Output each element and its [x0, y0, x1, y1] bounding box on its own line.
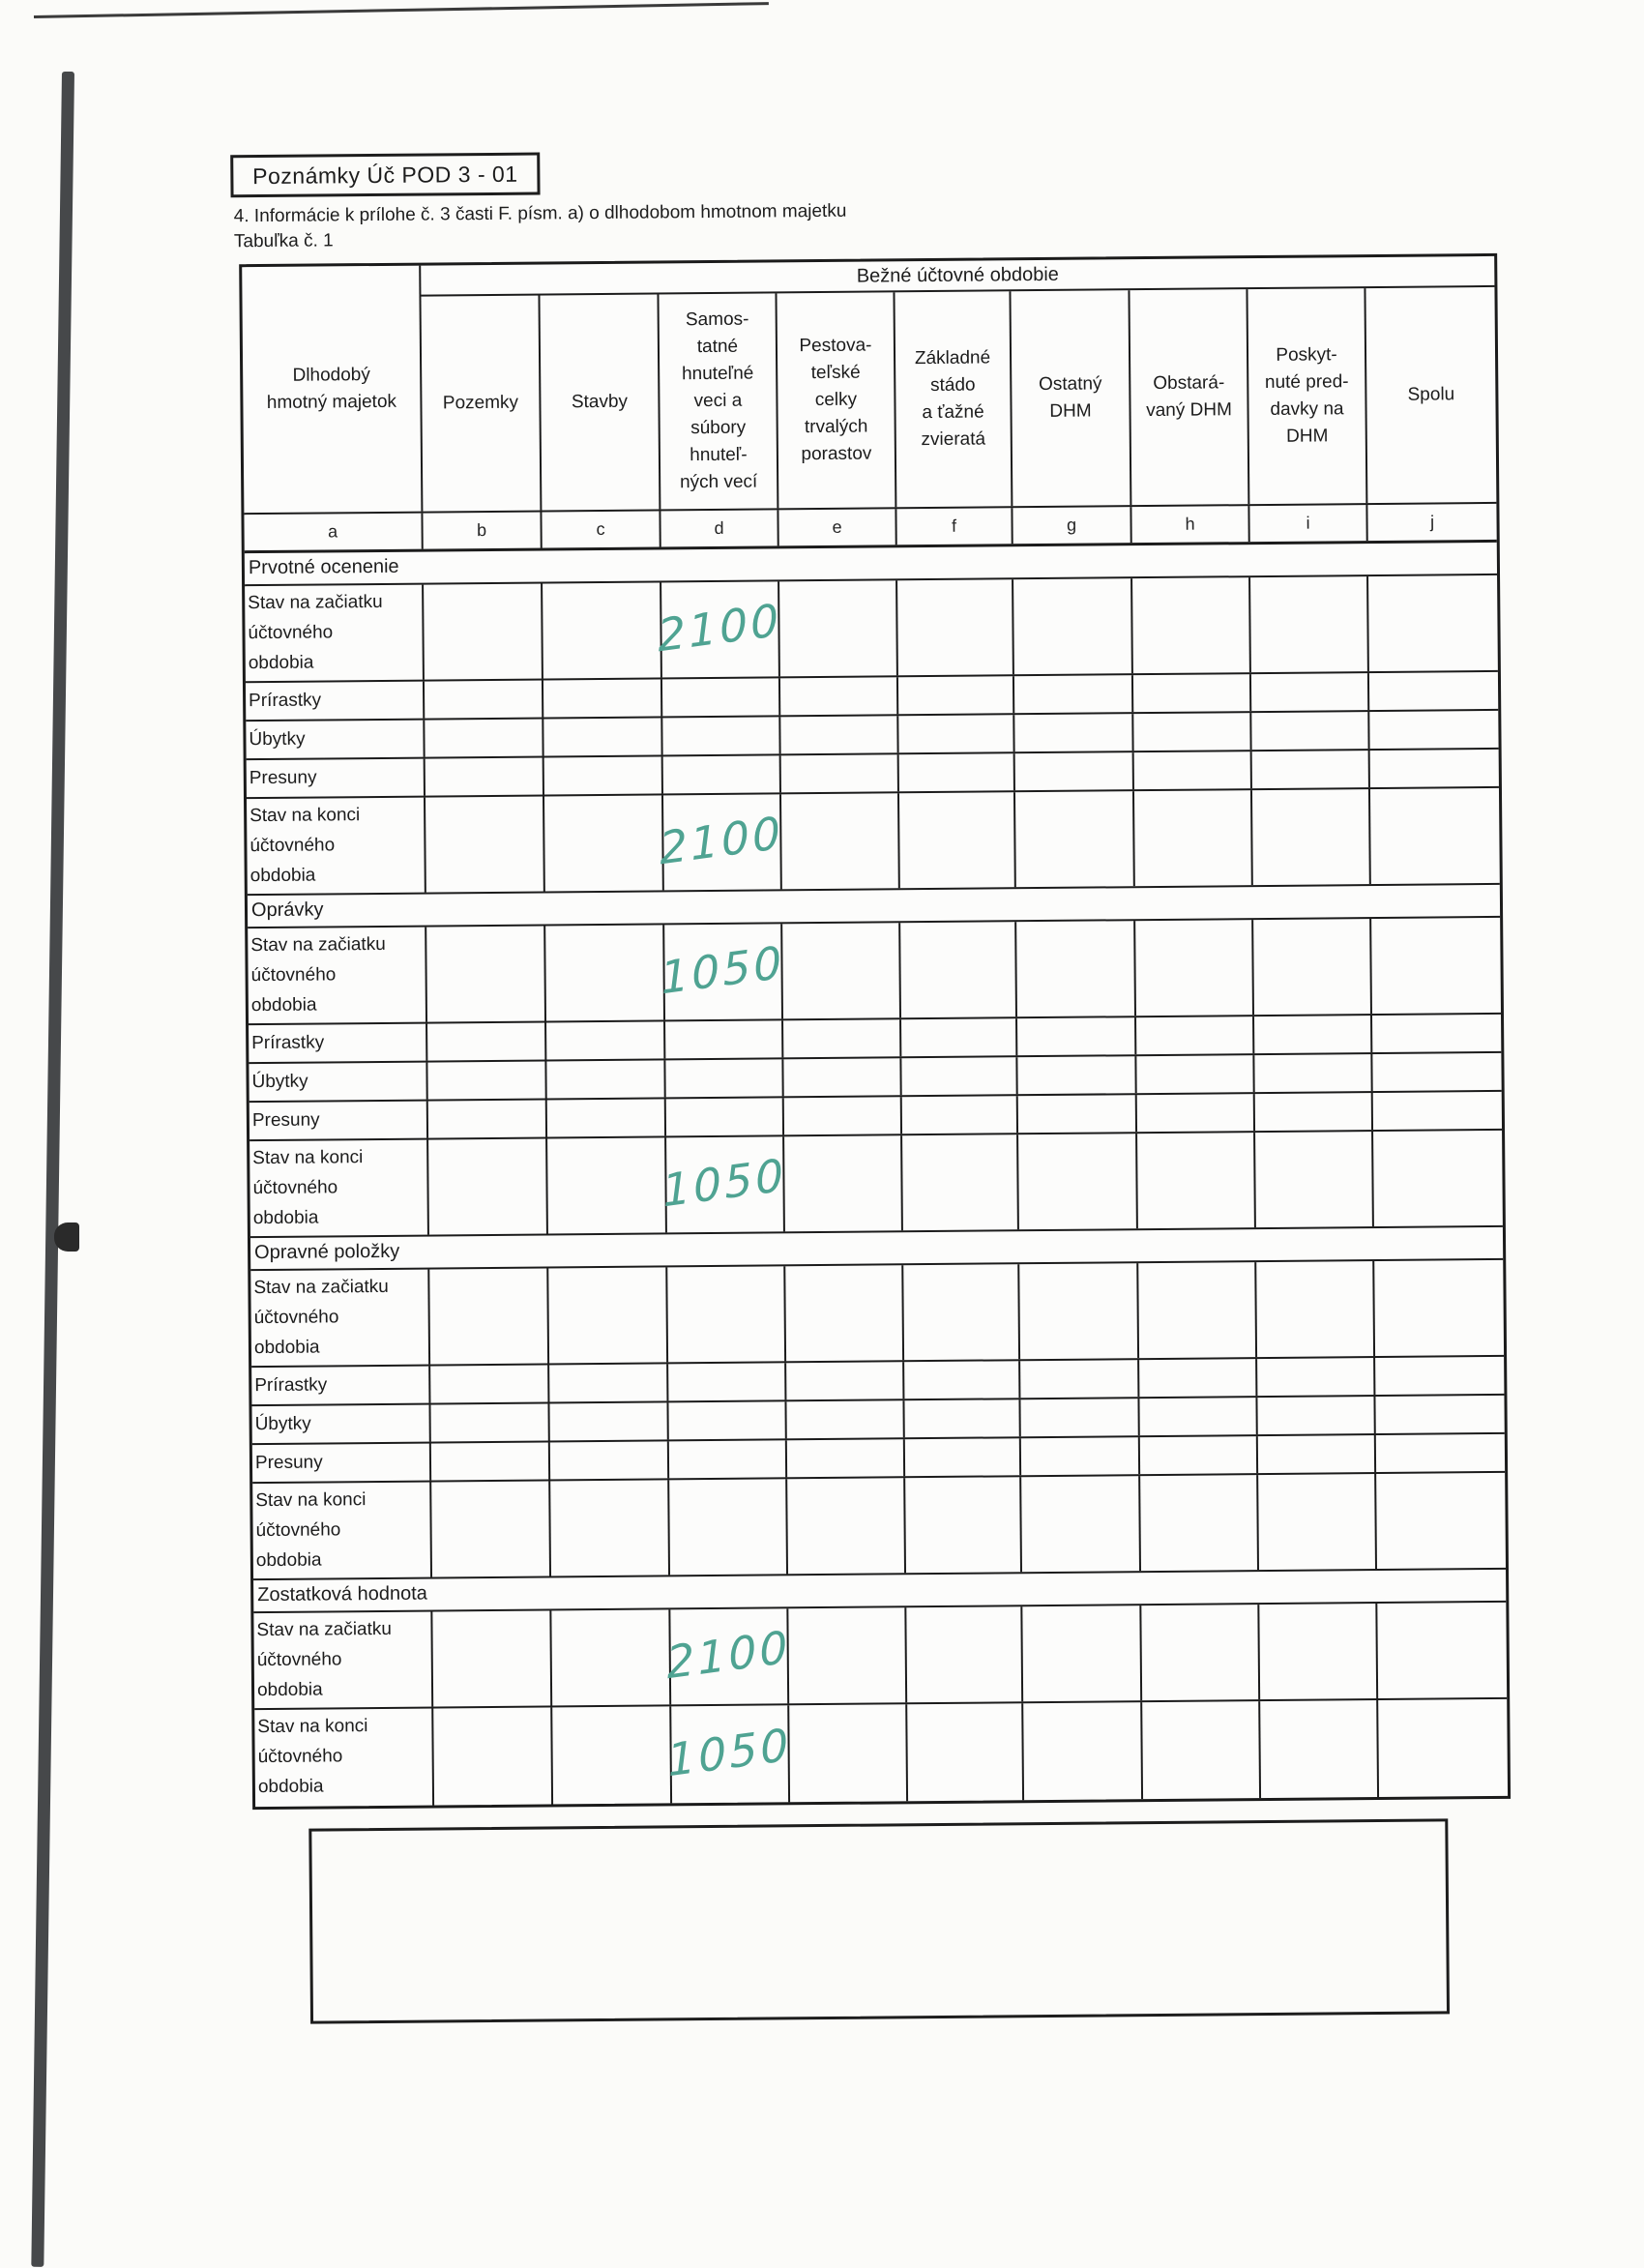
table-cell	[1251, 673, 1369, 711]
table-cell	[546, 1060, 665, 1098]
table-row	[248, 918, 1501, 1025]
table-cell	[669, 1440, 787, 1478]
table-cell	[548, 1267, 668, 1363]
handwritten-value: 2100	[656, 593, 784, 663]
handwritten-value: 2100	[658, 806, 786, 875]
table-cell	[786, 1362, 904, 1399]
table-cell	[669, 1479, 788, 1575]
table-cell	[543, 679, 662, 717]
column-header-poskytnute-preddavky: Poskyt- nuté pred- davky na DHM	[1248, 288, 1367, 504]
table-cell	[782, 923, 901, 1018]
table-cell	[430, 1365, 549, 1402]
row-label: Stav na začiatku účtovného obdobia	[250, 1270, 430, 1367]
table-cell	[1369, 672, 1498, 710]
table-cell	[1022, 1605, 1142, 1701]
row-label: Stav na začiatku účtovného obdobia	[245, 585, 425, 682]
table-cell	[433, 1707, 553, 1805]
column-header-spolu: Spolu	[1407, 384, 1455, 405]
table-cell	[431, 1481, 551, 1576]
table-cell	[1133, 674, 1251, 712]
table-cell	[668, 1363, 786, 1400]
table-cell	[546, 1021, 665, 1059]
table-cell	[1139, 1359, 1257, 1397]
table-cell	[550, 1480, 670, 1576]
table-cell	[784, 1135, 903, 1231]
table-cell	[665, 1705, 794, 1803]
table-cell	[427, 1022, 546, 1060]
table-cell	[1377, 1603, 1507, 1698]
table-cell	[667, 1266, 786, 1362]
table-cell	[544, 795, 664, 891]
table-cell	[1017, 1017, 1136, 1055]
table-cell	[907, 1703, 1024, 1801]
table-cell	[427, 1061, 546, 1099]
table-cell	[785, 1265, 904, 1361]
table-cell	[904, 1361, 1020, 1399]
table-cell	[426, 796, 545, 892]
row-header-cell: Dlhodobý hmotný majetok	[242, 266, 423, 514]
table-cell	[1251, 712, 1369, 750]
table-cell	[1136, 1055, 1254, 1093]
table-cell	[1370, 788, 1500, 884]
table-cell	[1134, 751, 1252, 789]
column-header-obstaravany-dhm: Obstará- vaný DHM	[1130, 289, 1249, 505]
table-caption: Tabuľka č. 1	[233, 230, 334, 252]
table-cell	[425, 719, 543, 756]
table-cell	[1133, 713, 1251, 751]
table-cell	[662, 717, 780, 754]
table-cell	[788, 1607, 907, 1703]
table-cell	[1137, 1133, 1256, 1228]
table-cell	[1374, 1260, 1504, 1356]
table-cell	[544, 756, 663, 794]
table-cell	[1378, 1699, 1508, 1797]
table-cell	[1260, 1700, 1379, 1798]
table-cell	[901, 1057, 1017, 1095]
table-cell	[665, 1020, 783, 1058]
period-header-cell: Bežné účtovné obdobie	[421, 256, 1494, 297]
table-cell	[1013, 578, 1133, 674]
table-cell	[661, 1136, 789, 1232]
table-cell	[780, 677, 898, 715]
table-cell	[1018, 1095, 1137, 1133]
table-cell	[1020, 1360, 1139, 1398]
letter-cell: i	[1249, 505, 1367, 542]
table-cell	[1255, 1132, 1374, 1227]
table-cell	[425, 681, 543, 719]
table-cell	[428, 1138, 548, 1234]
table-cell	[545, 925, 665, 1020]
column-header-stavby: Stavby	[540, 294, 661, 510]
row-label: Stav na začiatku účtovného obdobia	[248, 928, 427, 1024]
table-header	[242, 256, 1496, 515]
section-title: Oprávky	[250, 898, 324, 922]
column-header-samostatne-veci: Samos- tatné hnuteľné veci a súbory hnuteľ- ných vecí	[659, 293, 778, 509]
table-cell	[552, 1706, 672, 1804]
section-title: Prvotné ocenenie	[248, 555, 399, 579]
handwritten-value: 1050	[665, 1718, 794, 1787]
table-cell	[547, 1137, 667, 1233]
handwritten-value: 1050	[659, 935, 787, 1005]
table-cell	[1250, 576, 1369, 672]
table-cell	[1139, 1398, 1257, 1435]
table-row	[250, 1260, 1504, 1368]
table-cell	[1018, 1134, 1138, 1229]
table-cell	[1014, 675, 1133, 713]
table-cell	[1372, 1053, 1501, 1091]
table-cell	[1256, 1261, 1375, 1357]
table-cell	[902, 1134, 1019, 1230]
table-cell	[899, 753, 1015, 791]
table-cell	[666, 1098, 784, 1135]
table-cell	[429, 1268, 549, 1364]
handwritten-value: 2100	[665, 1620, 793, 1690]
table-cell	[898, 715, 1014, 752]
table-cell	[549, 1402, 668, 1440]
table-cell	[902, 1096, 1018, 1134]
table-cell	[1375, 1357, 1504, 1395]
table-row	[253, 1603, 1507, 1710]
row-label: Úbytky	[246, 721, 425, 759]
row-label: Stav na konci účtovného obdobia	[247, 798, 426, 895]
row-label: Prírastky	[249, 1024, 427, 1063]
table-cell	[659, 924, 787, 1019]
table-cell	[1021, 1437, 1140, 1475]
table-cell	[787, 1478, 906, 1574]
column-header-pozemky: Pozemky	[421, 296, 542, 512]
table-cell	[1017, 1056, 1136, 1094]
table-cell	[1142, 1701, 1261, 1799]
table-cell	[905, 1477, 1022, 1573]
table-cell	[1376, 1434, 1505, 1472]
table-cell	[428, 1100, 547, 1137]
table-cell	[658, 794, 786, 890]
letter-cell: h	[1131, 506, 1249, 543]
table-cell	[1253, 919, 1372, 1015]
table-cell	[1368, 575, 1498, 671]
table-cell	[668, 1401, 786, 1439]
row-label: Úbytky	[251, 1405, 430, 1444]
table-cell	[1015, 752, 1134, 790]
table-cell	[1136, 1016, 1254, 1054]
table-cell	[656, 581, 784, 677]
row-label: Úbytky	[249, 1063, 427, 1102]
table-cell	[1254, 1016, 1372, 1053]
table-cell	[786, 1400, 904, 1438]
table-cell	[426, 926, 546, 1021]
row-label: Stav na konci účtovného obdobia	[254, 1709, 434, 1808]
table-cell	[904, 1399, 1020, 1437]
table-cell	[1373, 1092, 1502, 1130]
row-label: Stav na konci účtovného obdobia	[252, 1483, 432, 1579]
table-cell	[424, 584, 543, 680]
table-cell	[783, 1019, 901, 1057]
table-row	[254, 1699, 1508, 1807]
table-cell	[781, 793, 900, 889]
table-cell	[901, 1018, 1017, 1056]
table-cell	[1141, 1605, 1260, 1700]
table-cell	[1257, 1358, 1375, 1396]
table-cell	[543, 582, 662, 678]
table-cell	[783, 1058, 901, 1096]
table-cell	[903, 1264, 1020, 1360]
table-cell	[787, 1439, 905, 1477]
letter-cell: j	[1429, 512, 1435, 532]
table-cell	[543, 718, 662, 755]
table-cell	[550, 1441, 669, 1479]
table-cell	[547, 1099, 666, 1136]
table-cell	[549, 1364, 668, 1401]
table-row	[250, 1131, 1503, 1238]
table-cell	[1016, 921, 1136, 1016]
row-label: Prírastky	[251, 1367, 430, 1405]
table-cell	[784, 1097, 902, 1134]
column-header-zakladne-stado: Základné stádo a ťažné zvieratá	[895, 291, 1013, 507]
table-cell	[780, 716, 898, 753]
table-cell	[897, 579, 1014, 675]
table-cell	[1140, 1475, 1259, 1571]
table-cell	[1373, 1131, 1503, 1226]
column-header-pestovatelske-celky: Pestova- teľské celky trvalých porastov	[777, 292, 896, 508]
table-cell	[431, 1442, 550, 1480]
row-label: Presuny	[252, 1444, 431, 1483]
table-cell	[551, 1609, 671, 1705]
letter-cell: c	[542, 511, 661, 547]
letter-cell: a	[244, 514, 423, 551]
table-cell	[1258, 1435, 1376, 1473]
table-cell	[1140, 1436, 1258, 1474]
table-row	[252, 1473, 1506, 1580]
letter-cell: e	[778, 509, 896, 545]
table-cell	[1021, 1476, 1141, 1572]
row-label: Prírastky	[246, 682, 425, 721]
table-row	[245, 575, 1498, 683]
table-cell	[1015, 791, 1135, 887]
table-cell	[662, 678, 780, 716]
section-title: Opravné položky	[254, 1240, 400, 1264]
row-label: Presuny	[247, 759, 426, 798]
letter-cell: g	[1013, 507, 1131, 544]
form-code-box	[230, 153, 540, 198]
table-cell	[781, 754, 899, 792]
table-cell	[1255, 1093, 1373, 1131]
table-cell	[1137, 1094, 1255, 1132]
table-cell	[899, 792, 1016, 888]
table-cell	[898, 676, 1014, 714]
form-code-text: Poznámky Úč POD 3 - 01	[252, 161, 518, 189]
table-cell	[1023, 1702, 1143, 1800]
letter-cell: f	[896, 508, 1013, 545]
table-cell	[789, 1704, 908, 1802]
table-cell	[900, 922, 1017, 1017]
handwritten-value: 1050	[661, 1148, 789, 1218]
table-cell	[1375, 1396, 1504, 1433]
table-cell	[1134, 790, 1253, 886]
table-row	[247, 788, 1500, 896]
table-cell	[779, 580, 898, 676]
assets-table	[239, 253, 1511, 1810]
table-cell	[1257, 1397, 1375, 1434]
letter-cell: b	[423, 513, 542, 549]
row-label: Stav na začiatku účtovného obdobia	[253, 1612, 433, 1709]
table-cell	[1370, 750, 1499, 787]
table-cell	[1132, 577, 1251, 673]
row-label: Stav na konci účtovného obdobia	[250, 1140, 429, 1237]
table-cell	[1258, 1474, 1377, 1570]
row-label: Presuny	[250, 1102, 428, 1140]
table-cell	[1138, 1262, 1257, 1358]
table-cell	[1372, 1015, 1501, 1052]
column-header-ostatny-dhm: Ostatný DHM	[1011, 290, 1131, 506]
table-cell	[665, 1608, 793, 1704]
table-cell	[905, 1438, 1021, 1476]
table-cell	[1376, 1473, 1506, 1569]
table-cell	[663, 755, 781, 793]
table-cell	[1369, 711, 1498, 749]
table-cell	[906, 1606, 1023, 1702]
table-cell	[1135, 920, 1254, 1016]
table-cell	[1371, 918, 1501, 1014]
letter-cell: d	[661, 510, 778, 546]
table-cell	[1252, 751, 1370, 788]
section-heading: 4. Informácie k prílohe č. 3 časti F. písm. a) o dlhodobom hmotnom majetku	[233, 200, 847, 227]
table-cell	[1014, 714, 1133, 751]
table-cell	[1020, 1399, 1139, 1436]
table-cell	[1252, 789, 1371, 885]
table-cell	[1019, 1263, 1139, 1359]
table-cell	[426, 757, 544, 795]
table-cell	[430, 1403, 549, 1441]
table-cell	[665, 1059, 783, 1097]
table-cell	[1254, 1054, 1372, 1092]
notes-box	[308, 1818, 1450, 2023]
table-cell	[1259, 1604, 1378, 1699]
table-cell	[432, 1610, 552, 1706]
section-title: Zostatková hodnota	[257, 1582, 427, 1606]
